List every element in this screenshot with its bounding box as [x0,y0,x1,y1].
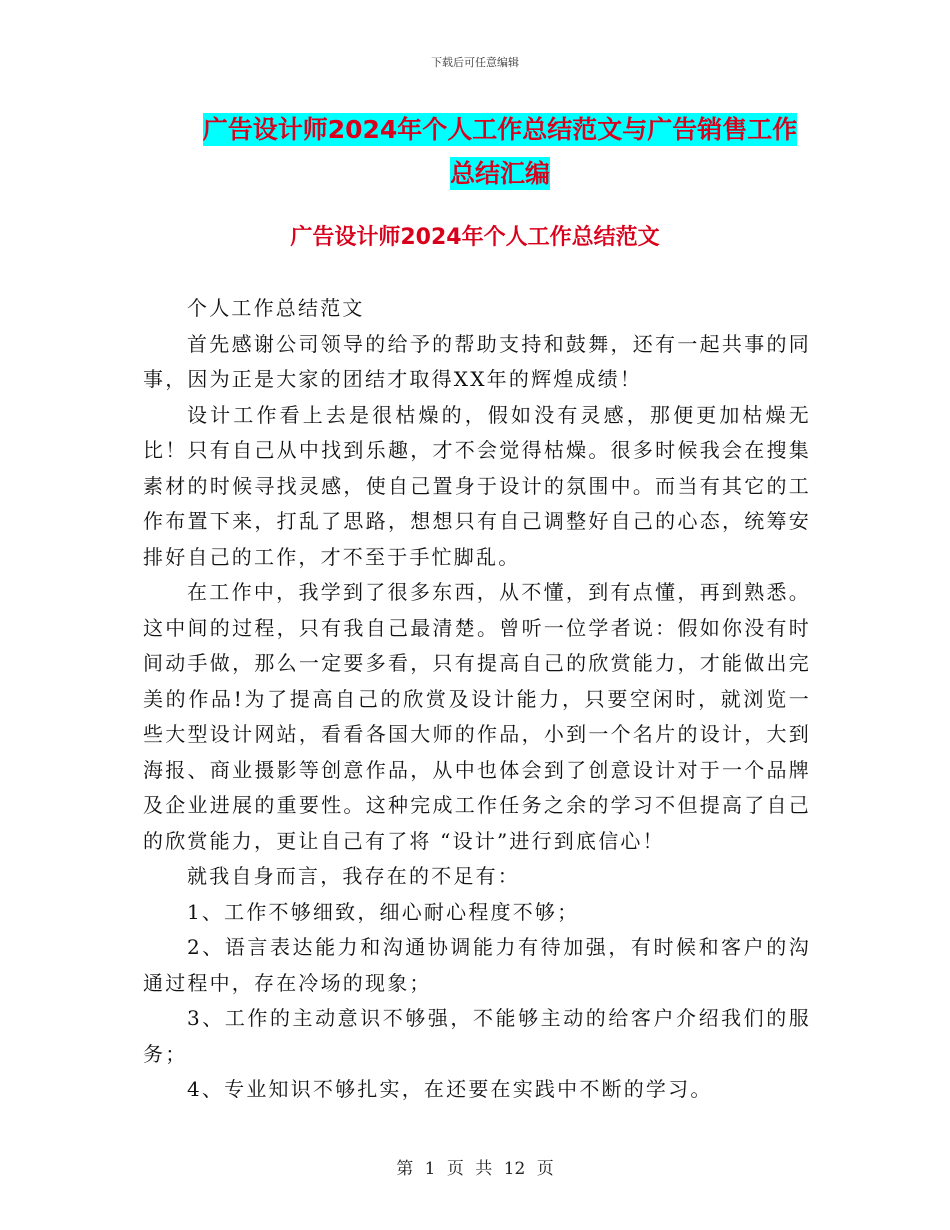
section-title: 广告设计师2024年个人工作总结范文 [290,225,660,250]
document-title-line-2: 总结汇编 [449,159,550,188]
paragraph: 就我自身而言，我存在的不足有： [187,864,520,888]
body-text [143,291,811,1108]
paragraph: 设计工作看上去是很枯燥的，假如没有灵感，那便更加枯燥无比！只有自己从中找到乐趣，才不会觉得枯燥。很多时候我会在搜集素材的时候寻找灵感，使自己置身于设计的氛围中。而当有其它的工作布置下来，打乱了思路，想想只有自己调整好自己的心态，统筹安排好自己的工作，才不至于手忙脚乱。 [143,402,811,569]
header-note: 下载后可任意编辑 [431,56,519,69]
page-number: 第 1 页 共 12 页 [396,1159,554,1179]
paragraph: 个人工作总结范文 [187,296,365,320]
list-item: 4、专业知识不够扎实，在还要在实践中不断的学习。 [187,1077,713,1101]
list-item: 1、工作不够细致，细心耐心程度不够； [187,899,580,924]
list-item: 2、语言表达能力和沟通协调能力有待加强，有时候和客户的沟通过程中，存在冷场的现象； [143,935,811,995]
paragraph: 在工作中，我学到了很多东西，从不懂，到有点懂，再到熟悉。这中间的过程，只有我自己最清楚。曾听一位学者说：假如你没有时间动手做，那么一定要多看，只有提高自己的欣赏能力，才能做出完美的作品!为了提高自己的欣赏及设计能力，只要空闲时，就浏览一些大型设计网站，看看各国大师的作品，小到一个名片的设计，大到海报、商业摄影等创意作品，从中也体会到了创意设计对于一个品牌及企业进展的重要性。这种完成工作任务之余的学习不但提高了自己的欣赏能力，更让自己有了将 “设计”进行到底信心！ [143,580,811,853]
paragraph: 首先感谢公司领导的给予的帮助支持和鼓舞，还有一起共事的同事，因为正是大家的团结才取得XX年的辉煌成绩！ [143,331,811,391]
document-title [150,108,850,196]
document-title-line-1: 广告设计师2024年个人工作总结范文与广告销售工作 [202,115,798,144]
list-item: 3、工作的主动意识不够强，不能够主动的给客户介绍我们的服务； [143,1006,811,1066]
